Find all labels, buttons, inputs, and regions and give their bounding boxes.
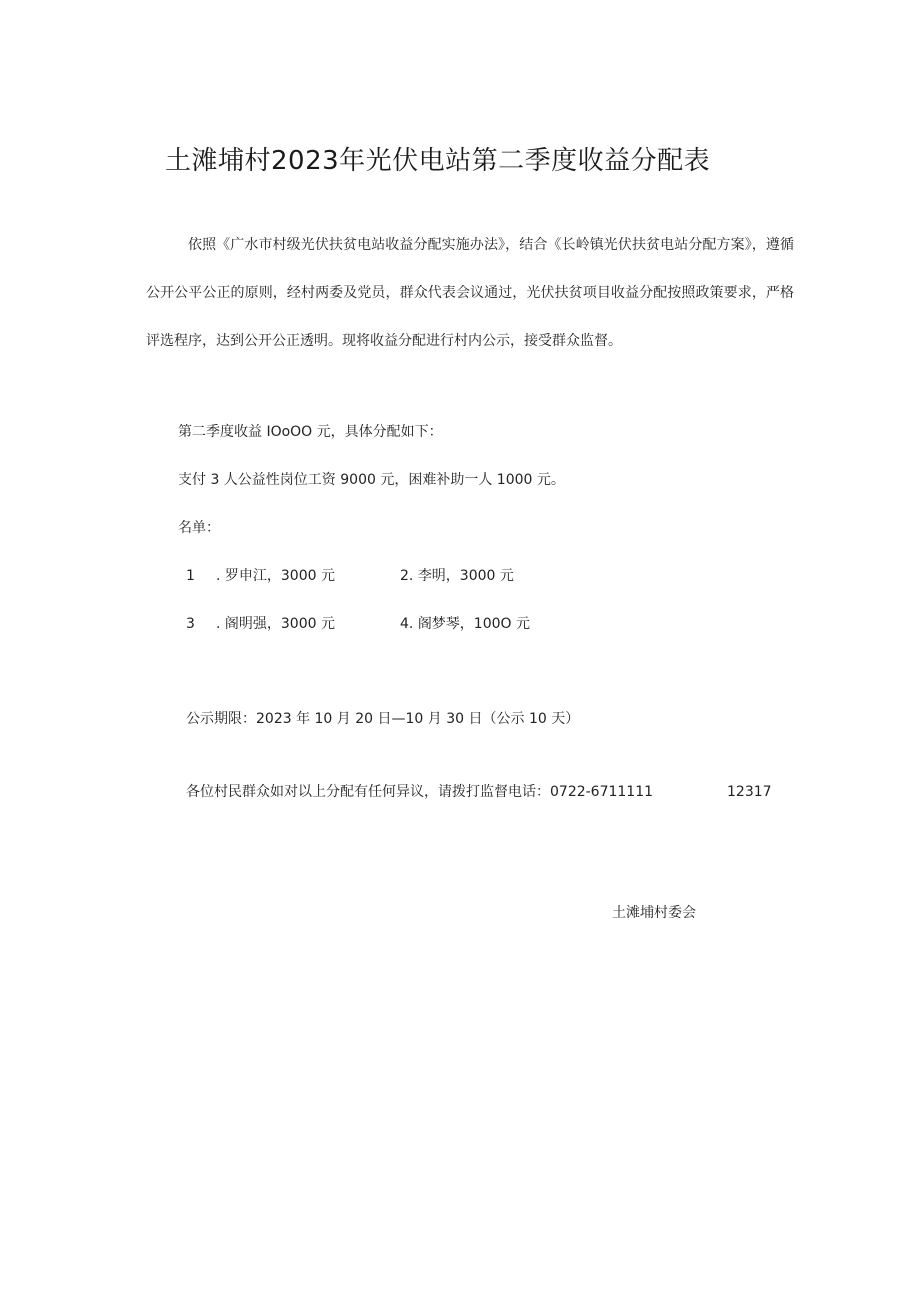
payment-line: 支付 3 人公益性岗位工资 9000 元，困难补助一人 1000 元。 xyxy=(178,472,565,488)
payee-text: . 阁明强，3000 元 xyxy=(216,616,335,632)
payee-number: 2. xyxy=(400,568,414,584)
payee-item-4 xyxy=(400,612,530,636)
payee-number: 3 xyxy=(186,616,195,632)
payee-number: 1 xyxy=(186,568,195,584)
payee-item-3 xyxy=(186,612,335,636)
payee-number: 4. xyxy=(400,616,414,632)
publicity-period: 公示期限：2023 年 10 月 20 日—10 月 30 日（公示 10 天） xyxy=(186,711,580,727)
payee-item-2 xyxy=(400,564,514,588)
names-label: 名单： xyxy=(178,520,220,536)
document-title: 土滩埔村2023年光伏电站第二季度收益分配表 xyxy=(165,146,711,176)
signature: 土滩埔村委会 xyxy=(612,905,696,921)
payee-text: 阁梦琴，100O 元 xyxy=(417,616,531,632)
income-line: 第二季度收益 IOoOO 元，具体分配如下： xyxy=(178,424,443,440)
contact-line: 各位村民群众如对以上分配有任何异议，请拨打监督电话：0722-6711111 xyxy=(186,784,654,800)
payee-item-1 xyxy=(186,564,335,588)
payee-text: . 罗申江，3000 元 xyxy=(216,568,335,584)
payee-text: 李明，3000 元 xyxy=(417,568,514,584)
intro-paragraph: 依照《广水市村级光伏扶贫电站收益分配实施办法》，结合《长岭镇光伏扶贫电站分配方案》，遵循公开公平公正的原则，经村两委及党员，群众代表会议通过，光伏扶贫项目收益分配按照政策要求，严格评选程序，达到公开公正透明。现将收益分配进行村内公示，接受群众监督。 xyxy=(146,237,794,349)
hotline-number: 12317 xyxy=(727,784,772,800)
